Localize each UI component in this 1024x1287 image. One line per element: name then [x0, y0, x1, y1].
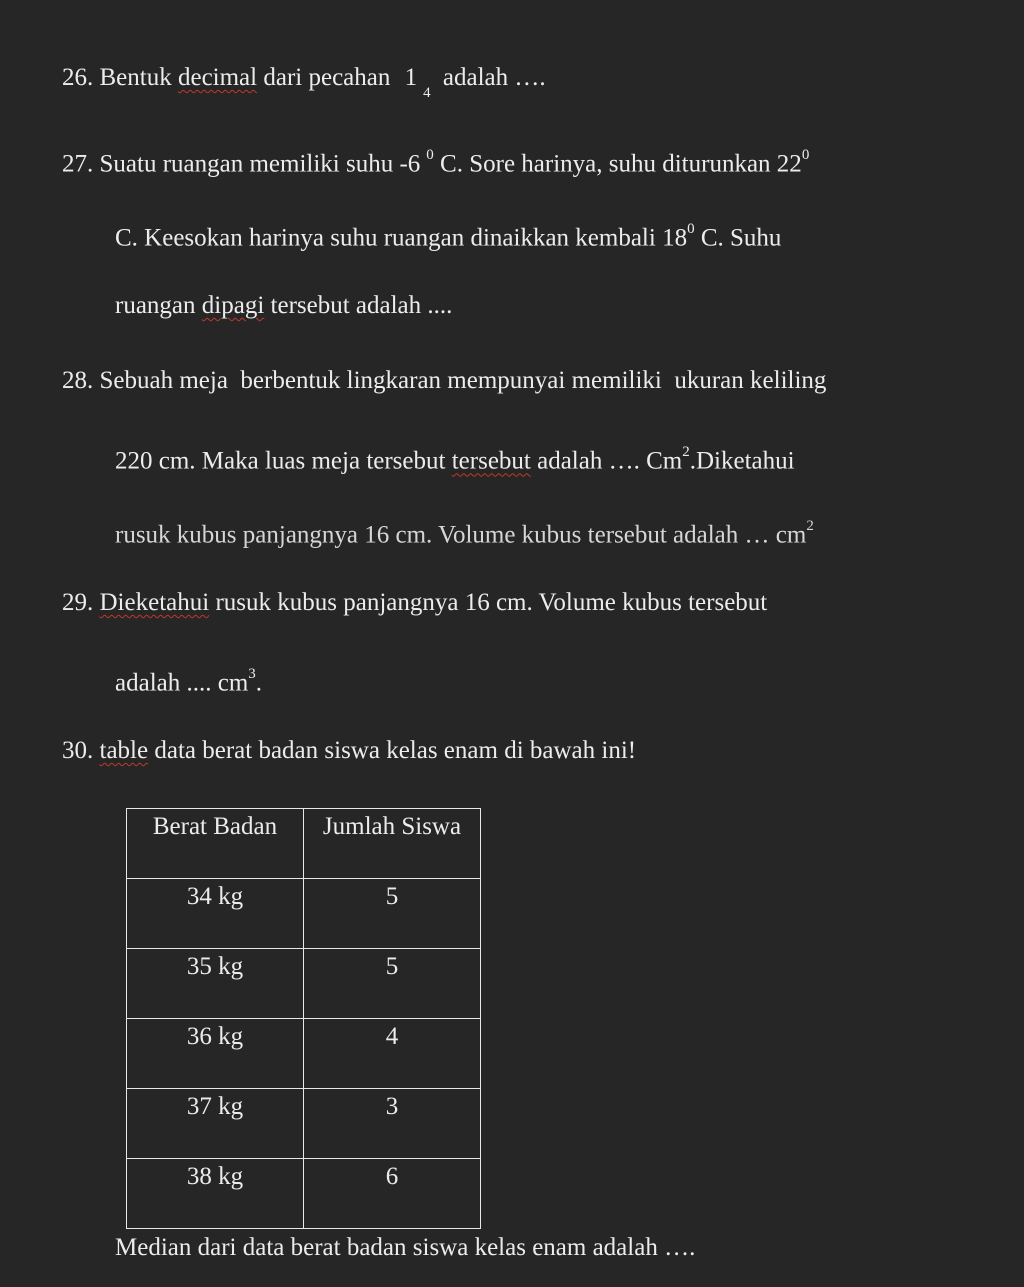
question-27-line-1-b: C. Sore harinya, suhu diturunkan 22: [440, 150, 802, 178]
question-27-line-2-a: C. Keesokan harinya suhu ruangan dinaikkan kembali 18: [115, 224, 688, 252]
question-28-line-3-a: rusuk kubus panjangnya 16 cm. Volume kubus tersebut adalah … cm: [115, 521, 807, 549]
question-29-number: 29.: [62, 589, 94, 616]
table-row: [127, 1159, 481, 1229]
question-28-misspelled-word: tersebut: [451, 447, 531, 475]
fraction: [404, 64, 437, 101]
table-cell-count: 5: [304, 879, 481, 949]
table-row: [127, 1089, 481, 1159]
question-29-line-2: [115, 662, 262, 698]
question-26-text-a: Bentuk: [99, 64, 172, 91]
weight-data-table: [126, 808, 481, 1229]
question-27-line-1: [62, 143, 809, 179]
question-30-line-1: [62, 736, 636, 766]
table-row: [127, 949, 481, 1019]
degree-superscript: 0: [687, 221, 695, 237]
table-header-row: [127, 809, 481, 879]
question-29-line-2-b: .: [255, 669, 263, 697]
table-header-cell: Berat Badan: [127, 809, 304, 879]
question-29-line-1-b: rusuk kubus panjangnya 16 cm. Volume kubus tersebut: [215, 589, 768, 616]
question-27-line-2-b: C. Suhu: [700, 224, 782, 252]
question-28-line-1-text: Sebuah meja berbentuk lingkaran mempunyai memiliki ukuran keliling: [99, 367, 827, 394]
power-superscript: 2: [806, 518, 814, 534]
question-27-line-1-a: Suatu ruangan memiliki suhu -6: [99, 150, 421, 178]
power-superscript: 3: [248, 666, 256, 682]
question-28-line-2-c: .Diketahui: [689, 447, 795, 475]
table-cell-count: 5: [304, 949, 481, 1019]
table-header-cell: Jumlah Siswa: [304, 809, 481, 879]
question-29-misspelled-word: Dieketahui: [99, 589, 210, 616]
question-28-number: 28.: [62, 367, 94, 394]
question-29-line-1: [62, 588, 767, 618]
table-cell-weight: 38 kg: [127, 1159, 304, 1229]
question-26-text-c: adalah ….: [442, 64, 546, 91]
question-26-number: 26.: [62, 64, 94, 91]
question-30-line-1-b: data berat badan siswa kelas enam di bawah ini!: [154, 737, 637, 764]
degree-superscript: 0: [801, 147, 810, 163]
question-28-line-3: [115, 514, 814, 550]
table-cell-weight: 34 kg: [127, 879, 304, 949]
question-30-misspelled-word: table: [99, 737, 149, 764]
table-cell-count: 6: [304, 1159, 481, 1229]
question-26: [62, 63, 546, 101]
table-cell-weight: 36 kg: [127, 1019, 304, 1089]
question-28-line-2-b: adalah …. Cm: [537, 447, 683, 475]
table-row: [127, 1019, 481, 1089]
fraction-numerator: 1: [404, 64, 418, 91]
table-cell-weight: 35 kg: [127, 949, 304, 1019]
question-27-line-3-b: tersebut adalah ....: [270, 292, 453, 319]
question-27-number: 27.: [62, 150, 94, 178]
question-27-misspelled-word: dipagi: [201, 292, 265, 319]
question-29-line-2-a: adalah .... cm: [115, 669, 249, 697]
question-30-footer: [115, 1233, 695, 1263]
table-cell-weight: 37 kg: [127, 1089, 304, 1159]
table-row: [127, 879, 481, 949]
question-28-line-1: [62, 366, 826, 396]
question-30-number: 30.: [62, 737, 94, 764]
power-superscript: 2: [682, 444, 690, 460]
question-26-text-b: dari pecahan: [263, 64, 391, 91]
question-27-line-3: [115, 291, 452, 321]
question-27-line-2: [115, 217, 781, 253]
question-26-misspelled-word: decimal: [177, 64, 258, 91]
question-27-line-3-a: ruangan: [115, 292, 196, 319]
table-cell-count: 3: [304, 1089, 481, 1159]
question-28-line-2: [115, 440, 795, 476]
question-28-line-2-a: 220 cm. Maka luas meja tersebut: [115, 447, 452, 475]
question-30-footer-text: Median dari data berat badan siswa kelas enam adalah ….: [115, 1234, 696, 1261]
table-cell-count: 4: [304, 1019, 481, 1089]
degree-superscript: 0: [426, 147, 434, 163]
fraction-denominator: 4: [423, 85, 431, 101]
